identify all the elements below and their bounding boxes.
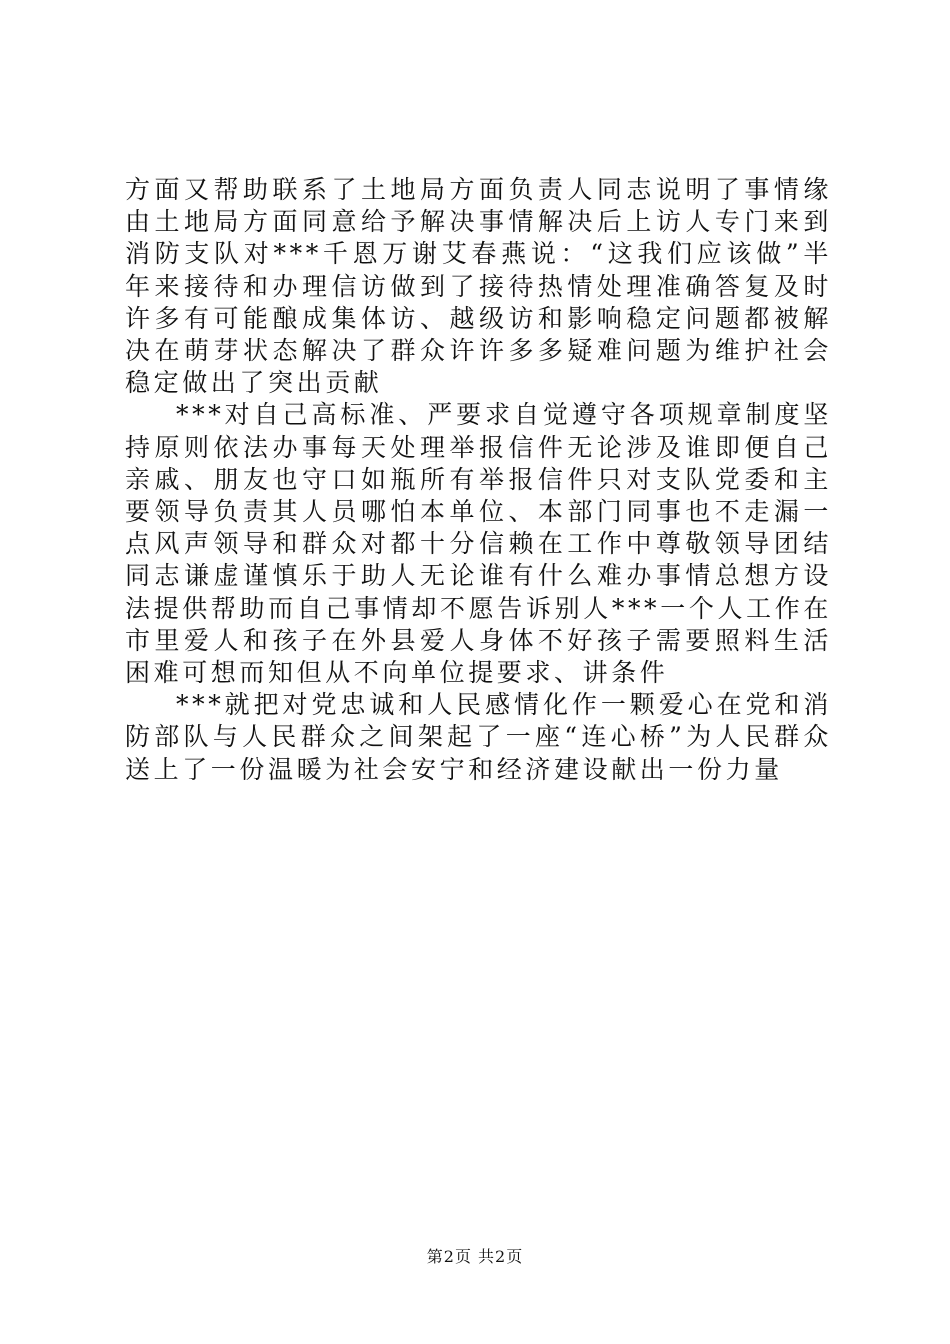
document-body (125, 174, 832, 786)
paragraph-1: 方面又帮助联系了土地局方面负责人同志说明了事情缘由土地局方面同意给予解决事情解决后上访人专门来到消防支队对***千恩万谢艾春燕说：“这我们应该做”半年来接待和办理信访做到了接待热情处理准确答复及时许多有可能酿成集体访、越级访和影响稳定问题都被解决在萌芽状态解决了群众许许多多疑难问题为维护社会稳定做出了突出贡献 (125, 175, 832, 398)
page-number-footer: 第2页 共2页 (426, 1247, 524, 1266)
paragraph-3: ***就把对党忠诚和人民感情化作一颗爱心在党和消防部队与人民群众之间架起了一座“连心桥”为人民群众送上了一份温暖为社会安宁和经济建设献出一份力量 (125, 690, 832, 784)
paragraph-2: ***对自己高标准、严要求自觉遵守各项规章制度坚持原则依法办事每天处理举报信件无论涉及谁即便自己亲戚、朋友也守口如瓶所有举报信件只对支队党委和主要领导负责其人员哪怕本单位、本部门同事也不走漏一点风声领导和群众对都十分信赖在工作中尊敬领导团结同志谦虚谨慎乐于助人无论谁有什么难办事情总想方设法提供帮助而自己事情却不愿告诉别人***一个人工作在市里爱人和孩子在外县爱人身体不好孩子需要照料生活困难可想而知但从不向单位提要求、讲条件 (125, 400, 832, 688)
